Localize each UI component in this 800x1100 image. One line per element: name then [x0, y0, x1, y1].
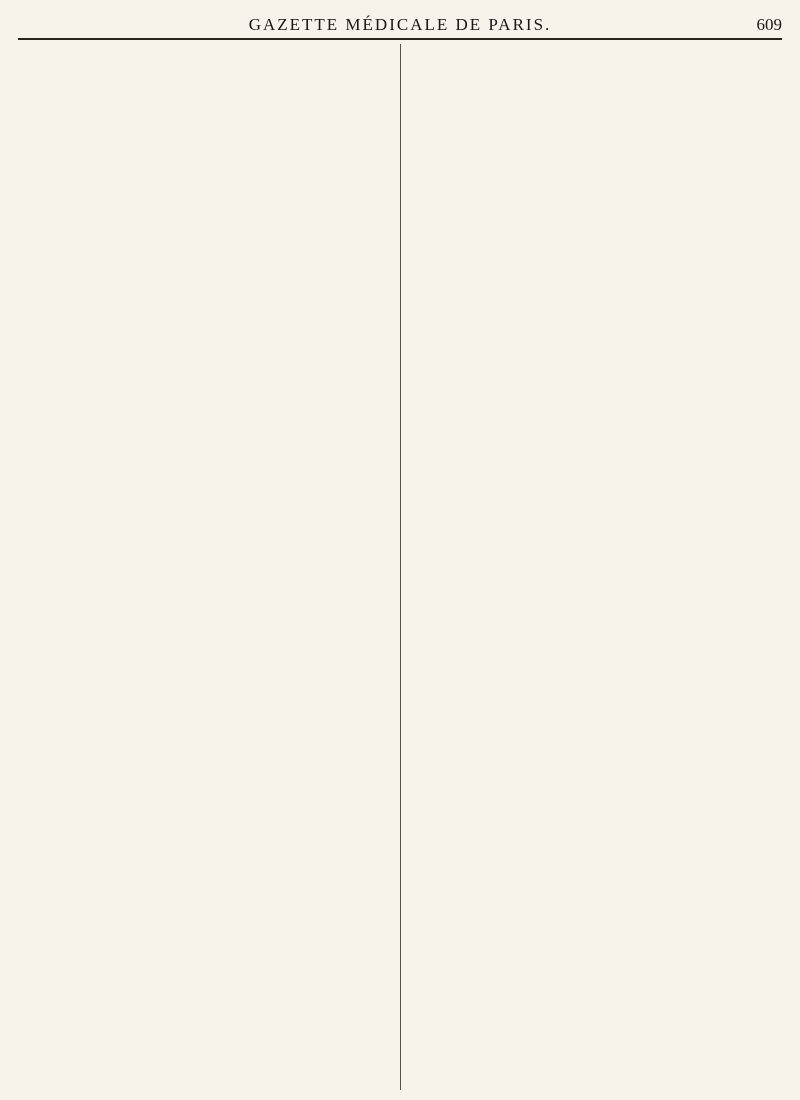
page-number: 609: [756, 15, 782, 34]
page-header: [18, 14, 782, 40]
masthead-title: GAZETTE MÉDICALE DE PARIS.: [248, 15, 552, 34]
left-column: [18, 44, 400, 1090]
article-columns: [18, 44, 782, 1090]
right-column: [401, 44, 783, 1090]
